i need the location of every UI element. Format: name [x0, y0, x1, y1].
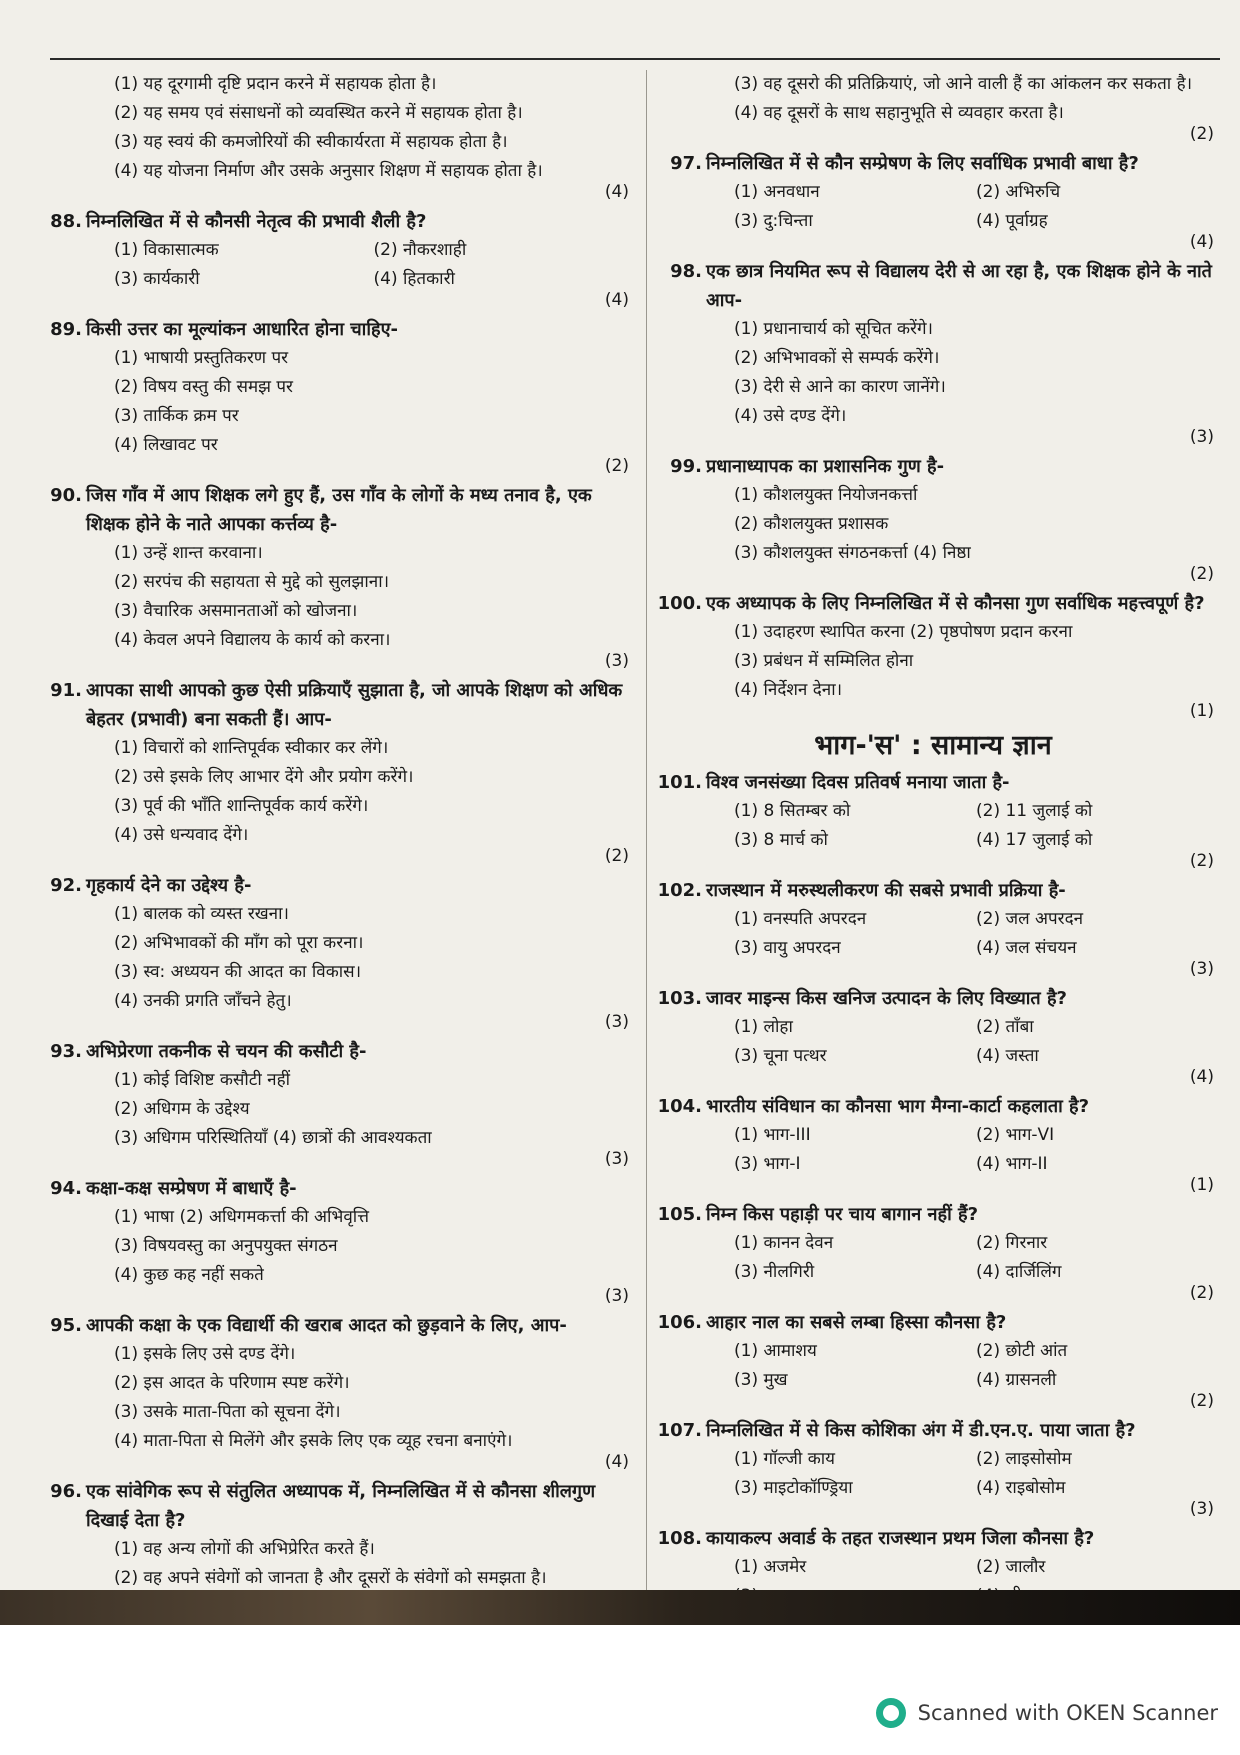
option-item: (1) इसके लिए उसे दण्ड देंगे। [114, 1344, 296, 1364]
question-block [28, 1477, 633, 1593]
option-item: (3) पूर्व की भाँति शान्तिपूर्वक कार्य करेंगे। [114, 796, 369, 816]
question-text: निम्नलिखित में से कौन सम्प्रेषण के लिए सर्वाधिक प्रभावी बाधा है? [706, 153, 1139, 174]
question-number: 108. [657, 1528, 702, 1549]
option-list [28, 1066, 633, 1153]
question-number: 91. [50, 680, 82, 701]
option-item: (1) लोहा [734, 1017, 793, 1037]
question-number: 106. [657, 1312, 702, 1333]
question-number: 103. [657, 988, 702, 1009]
option-item: (1) वह अन्य लोगों की अभिप्रेरित करते हैं। [114, 1539, 375, 1559]
left-column [28, 70, 633, 1598]
option-item: (3) विषयवस्तु का अनुपयुक्त संगठन [114, 1236, 338, 1256]
answer-key: (3) [604, 651, 629, 671]
option-item: (3) माइटोकॉण्ड्रिया [734, 1478, 853, 1498]
option-item: (2) अभिभावकों की माँग को पूरा करना। [114, 933, 364, 953]
option-item: (4) पूर्वाग्रह [976, 211, 1048, 231]
question-block [28, 1311, 633, 1472]
answer-key: (2) [1189, 564, 1214, 584]
question-block [648, 70, 1218, 144]
question-block [28, 70, 633, 202]
option-item: (3) मुख [734, 1370, 788, 1390]
option-item: (1) भाषा (2) अधिगमकर्त्ता की अभिवृत्ति [114, 1207, 369, 1227]
answer-key: (3) [1189, 959, 1214, 979]
option-item: (4) उसे धन्यवाद देंगे। [114, 825, 249, 845]
option-item: (1) आमाशय [734, 1341, 817, 1361]
option-item: (3) वायु अपरदन [734, 938, 841, 958]
question-text: एक छात्र नियमित रूप से विद्यालय देरी से आ रहा है, एक शिक्षक होने के नाते आप- [706, 261, 1212, 311]
question-text: आहार नाल का सबसे लम्बा हिस्सा कौनसा है? [706, 1312, 1007, 1333]
question-text: निम्नलिखित में से किस कोशिका अंग में डी.एन.ए. पाया जाता है? [706, 1420, 1136, 1441]
question-row [28, 1311, 633, 1340]
question-number: 102. [657, 880, 702, 901]
option-item: (1) उदाहरण स्थापित करना (2) पृष्ठपोषण प्रदान करना [734, 622, 1073, 642]
option-item: (4) निर्देशन देना। [734, 680, 843, 700]
option-item: (1) विकासात्मक [114, 240, 219, 260]
question-text: जावर माइन्स किस खनिज उत्पादन के लिए विख्यात है? [706, 988, 1067, 1009]
option-item: (1) बालक को व्यस्त रखना। [114, 904, 289, 924]
answer-key: (2) [604, 846, 629, 866]
option-item: (2) जल अपरदन [976, 909, 1084, 929]
option-item: (4) जस्ता [976, 1046, 1039, 1066]
answer-key: (3) [604, 1286, 629, 1306]
option-item: (1) भाषायी प्रस्तुतिकरण पर [114, 348, 289, 368]
option-item: (4) दार्जिलिंग [976, 1262, 1062, 1282]
question-row [28, 315, 633, 344]
question-row [28, 1477, 633, 1535]
question-block [648, 1200, 1218, 1303]
option-item: (2) इस आदत के परिणाम स्पष्ट करेंगे। [114, 1373, 350, 1393]
question-block [28, 481, 633, 671]
question-text: गृहकार्य देने का उद्देश्य है- [86, 875, 252, 896]
option-item: (1) प्रधानाचार्य को सूचित करेंगे। [734, 319, 933, 339]
option-list [28, 734, 633, 850]
option-item: (2) कौशलयुक्त प्रशासक [734, 514, 889, 534]
option-item: (3) वैचारिक असमानताओं को खोजना। [114, 601, 358, 621]
option-item: (1) कोई विशिष्ट कसौटी नहीं [114, 1070, 291, 1090]
question-number: 97. [670, 153, 702, 174]
right-column-part1 [648, 70, 1218, 721]
question-number: 94. [50, 1178, 82, 1199]
option-item: (3) उसके माता-पिता को सूचना देंगे। [114, 1402, 341, 1422]
answer-key: (2) [604, 456, 629, 476]
question-row [28, 207, 633, 236]
binding-shadow [0, 1590, 1240, 1625]
option-item: (4) यह योजना निर्माण और उसके अनुसार शिक्षण में सहायक होता है। [114, 161, 543, 181]
question-row [648, 452, 1218, 481]
option-item: (2) विषय वस्तु की समझ पर [114, 377, 293, 397]
option-item: (2) वह अपने संवेगों को जानता है और दूसरों के संवेगों को समझता है। [114, 1568, 547, 1588]
question-number: 99. [670, 456, 702, 477]
question-text: अभिप्रेरणा तकनीक से चयन की कसौटी है- [86, 1041, 367, 1062]
option-item: (2) जालौर [976, 1557, 1046, 1577]
option-item: (3) देरी से आने का कारण जानेंगे। [734, 377, 946, 397]
option-list [648, 618, 1218, 705]
question-block [648, 876, 1218, 979]
question-number: 89. [50, 319, 82, 340]
option-list [648, 481, 1218, 568]
option-item: (4) लिखावट पर [114, 435, 218, 455]
question-row [28, 1037, 633, 1066]
question-row [28, 676, 633, 734]
answer-key: (3) [1189, 427, 1214, 447]
question-block [648, 768, 1218, 871]
option-list [28, 900, 633, 1016]
question-text: एक सांवेगिक रूप से संतुलित अध्यापक में, निम्नलिखित में से कौनसा शीलगुण दिखाई देता है? [86, 1481, 596, 1531]
question-text: विश्व जनसंख्या दिवस प्रतिवर्ष मनाया जाता है- [706, 772, 1010, 793]
option-item: (2) छोटी आंत [976, 1341, 1068, 1361]
option-item: (4) ग्रासनली [976, 1370, 1057, 1390]
option-list [28, 70, 633, 186]
question-block [28, 676, 633, 866]
question-block [648, 257, 1218, 447]
question-block [648, 149, 1218, 252]
question-number: 90. [50, 485, 82, 506]
answer-key: (2) [1189, 1283, 1214, 1303]
question-number: 100. [657, 593, 702, 614]
option-item: (3) तार्किक क्रम पर [114, 406, 239, 426]
column-divider [646, 70, 647, 1600]
answer-key: (4) [604, 1452, 629, 1472]
option-item: (1) कौशलयुक्त नियोजनकर्त्ता [734, 485, 918, 505]
question-number: 96. [50, 1481, 82, 1502]
option-item: (1) कानन देवन [734, 1233, 834, 1253]
answer-key: (3) [604, 1149, 629, 1169]
question-number: 104. [657, 1096, 702, 1117]
question-text: प्रधानाध्यापक का प्रशासनिक गुण है- [706, 456, 945, 477]
option-item: (1) अजमेर [734, 1557, 807, 1577]
question-number: 88. [50, 211, 82, 232]
option-item: (3) 8 मार्च को [734, 830, 828, 850]
option-item: (1) गॉल्जी काय [734, 1449, 836, 1469]
option-item: (1) यह दूरगामी दृष्टि प्रदान करने में सहायक होता है। [114, 74, 437, 94]
option-item: (4) केवल अपने विद्यालय के कार्य को करना। [114, 630, 391, 650]
question-text: कक्षा-कक्ष सम्प्रेषण में बाधाएँ है- [86, 1178, 297, 1199]
question-number: 98. [670, 261, 702, 282]
question-row [648, 876, 1218, 905]
question-text: राजस्थान में मरुस्थलीकरण की सबसे प्रभावी प्रक्रिया है- [706, 880, 1066, 901]
question-block [648, 1092, 1218, 1195]
scanner-logo-icon [876, 1698, 906, 1728]
question-number: 92. [50, 875, 82, 896]
answer-key: (3) [604, 1012, 629, 1032]
answer-key: (4) [1189, 232, 1214, 252]
question-number: 95. [50, 1315, 82, 1336]
question-block [28, 871, 633, 1032]
option-item: (2) लाइसोसोम [976, 1449, 1072, 1469]
option-item: (2) अभिभावकों से सम्पर्क करेंगे। [734, 348, 940, 368]
question-block [28, 207, 633, 310]
option-list [28, 236, 633, 294]
option-list [648, 1121, 1218, 1179]
question-text: किसी उत्तर का मूल्यांकन आधारित होना चाहिए- [86, 319, 398, 340]
question-row [648, 257, 1218, 315]
option-item: (3) प्रबंधन में सम्मिलित होना [734, 651, 914, 671]
question-row [648, 1092, 1218, 1121]
question-number: 93. [50, 1041, 82, 1062]
option-list [28, 1340, 633, 1456]
option-list [648, 1229, 1218, 1287]
option-list [28, 1203, 633, 1290]
question-row [648, 149, 1218, 178]
option-item: (3) स्व: अध्ययन की आदत का विकास। [114, 962, 362, 982]
option-item: (3) चूना पत्थर [734, 1046, 827, 1066]
option-item: (2) गिरनार [976, 1233, 1048, 1253]
question-block [648, 589, 1218, 721]
right-column [648, 70, 1218, 1625]
top-rule [50, 58, 1220, 60]
option-item: (4) माता-पिता से मिलेंगे और इसके लिए एक व्यूह रचना बनाएंगे। [114, 1431, 513, 1451]
option-list [28, 1535, 633, 1593]
question-block [648, 984, 1218, 1087]
question-row [648, 1416, 1218, 1445]
question-block [28, 1174, 633, 1306]
option-item: (2) सरपंच की सहायता से मुद्दे को सुलझाना। [114, 572, 390, 592]
question-number: 105. [657, 1204, 702, 1225]
question-text: एक अध्यापक के लिए निम्नलिखित में से कौनसा गुण सर्वाधिक महत्त्वपूर्ण है? [706, 593, 1205, 614]
question-block [28, 1037, 633, 1169]
question-row [28, 1174, 633, 1203]
option-item: (2) अभिरुचि [976, 182, 1061, 202]
option-item: (2) अधिगम के उद्देश्य [114, 1099, 250, 1119]
answer-key: (1) [1189, 1175, 1214, 1195]
option-item: (2) उसे इसके लिए आभार देंगे और प्रयोग करेंगे। [114, 767, 414, 787]
answer-key: (2) [1189, 1391, 1214, 1411]
option-list [648, 70, 1218, 128]
question-text: आपकी कक्षा के एक विद्यार्थी की खराब आदत को छुड़वाने के लिए, आप- [86, 1315, 567, 1336]
option-item: (4) कुछ कह नहीं सकते [114, 1265, 264, 1285]
section-heading: भाग-'स' : सामान्य ज्ञान [814, 730, 1052, 761]
question-row [28, 481, 633, 539]
option-list [648, 1337, 1218, 1395]
option-item: (1) अनवधान [734, 182, 820, 202]
scanner-watermark-text: Scanned with OKEN Scanner [917, 1701, 1218, 1725]
right-column-part2 [648, 768, 1218, 1625]
answer-key: (4) [1189, 1067, 1214, 1087]
option-item: (2) 11 जुलाई को [976, 801, 1093, 821]
option-item: (3) दु:चिन्ता [734, 211, 813, 231]
option-list [648, 905, 1218, 963]
option-item: (4) जल संचयन [976, 938, 1077, 958]
question-row [648, 1308, 1218, 1337]
option-item: (1) विचारों को शान्तिपूर्वक स्वीकार कर लेंगे। [114, 738, 389, 758]
option-list [28, 344, 633, 460]
question-block [648, 1416, 1218, 1519]
question-text: जिस गाँव में आप शिक्षक लगे हुए हैं, उस गाँव के लोगों के मध्य तनाव है, एक शिक्षक होने के नाते आपका कर्त्तव्य है- [86, 485, 592, 535]
option-item: (3) यह स्वयं की कमजोरियों की स्वीकार्यरता में सहायक होता है। [114, 132, 508, 152]
option-item: (4) 17 जुलाई को [976, 830, 1093, 850]
question-text: निम्नलिखित में से कौनसी नेतृत्व की प्रभावी शैली है? [86, 211, 427, 232]
question-row [648, 1524, 1218, 1553]
option-list [648, 315, 1218, 431]
option-item: (3) कार्यकारी [114, 269, 200, 289]
question-text: कायाकल्प अवार्ड के तहत राजस्थान प्रथम जिला कौनसा है? [706, 1528, 1095, 1549]
answer-key: (4) [604, 182, 629, 202]
option-item: (4) हितकारी [373, 269, 455, 289]
option-item: (3) कौशलयुक्त संगठनकर्त्ता (4) निष्ठा [734, 543, 971, 563]
option-item: (4) उसे दण्ड देंगे। [734, 406, 847, 426]
answer-key: (1) [1189, 701, 1214, 721]
option-item: (2) नौकरशाही [373, 240, 467, 260]
option-item: (3) वह दूसरो की प्रतिक्रियाएं, जो आने वाली हैं का आंकलन कर सकता है। [734, 74, 1193, 94]
question-text: भारतीय संविधान का कौनसा भाग मैग्ना-कार्टा कहलाता है? [706, 1096, 1090, 1117]
option-item: (4) उनकी प्रगति जाँचने हेतु। [114, 991, 292, 1011]
answer-key: (2) [1189, 851, 1214, 871]
option-item: (2) भाग-VI [976, 1125, 1055, 1145]
question-row [648, 984, 1218, 1013]
question-block [648, 1308, 1218, 1411]
question-block [28, 315, 633, 476]
option-item: (4) राइबोसोम [976, 1478, 1066, 1498]
option-list [648, 1013, 1218, 1071]
answer-key: (4) [604, 290, 629, 310]
question-row [28, 871, 633, 900]
option-item: (3) अधिगम परिस्थितियाँ (4) छात्रों की आवश्यकता [114, 1128, 432, 1148]
option-item: (4) भाग-II [976, 1154, 1048, 1174]
option-list [648, 797, 1218, 855]
question-number: 107. [657, 1420, 702, 1441]
scanner-watermark [876, 1695, 1218, 1731]
question-row [648, 768, 1218, 797]
answer-key: (3) [1189, 1499, 1214, 1519]
option-list [648, 178, 1218, 236]
question-text: आपका साथी आपको कुछ ऐसी प्रक्रियाएँ सुझाता है, जो आपके शिक्षण को अधिक बेहतर (प्रभावी) बना सकती हैं। आप- [86, 680, 623, 730]
option-list [648, 1445, 1218, 1503]
option-item: (2) यह समय एवं संसाधनों को व्यवस्थित करने में सहायक होता है। [114, 103, 523, 123]
option-item: (1) भाग-III [734, 1125, 811, 1145]
question-row [648, 589, 1218, 618]
option-item: (4) वह दूसरों के साथ सहानुभूति से व्यवहार करता है। [734, 103, 1064, 123]
option-list [28, 539, 633, 655]
question-text: निम्न किस पहाड़ी पर चाय बागान नहीं हैं? [706, 1204, 979, 1225]
question-block [648, 452, 1218, 584]
option-item: (2) ताँबा [976, 1017, 1034, 1037]
question-row [648, 1200, 1218, 1229]
option-item: (1) वनस्पति अपरदन [734, 909, 867, 929]
option-item: (1) 8 सितम्बर को [734, 801, 851, 821]
answer-key: (2) [1189, 124, 1214, 144]
option-item: (1) उन्हें शान्त करवाना। [114, 543, 263, 563]
option-item: (3) नीलगिरी [734, 1262, 815, 1282]
option-item: (3) भाग-I [734, 1154, 801, 1174]
question-number: 101. [657, 772, 702, 793]
